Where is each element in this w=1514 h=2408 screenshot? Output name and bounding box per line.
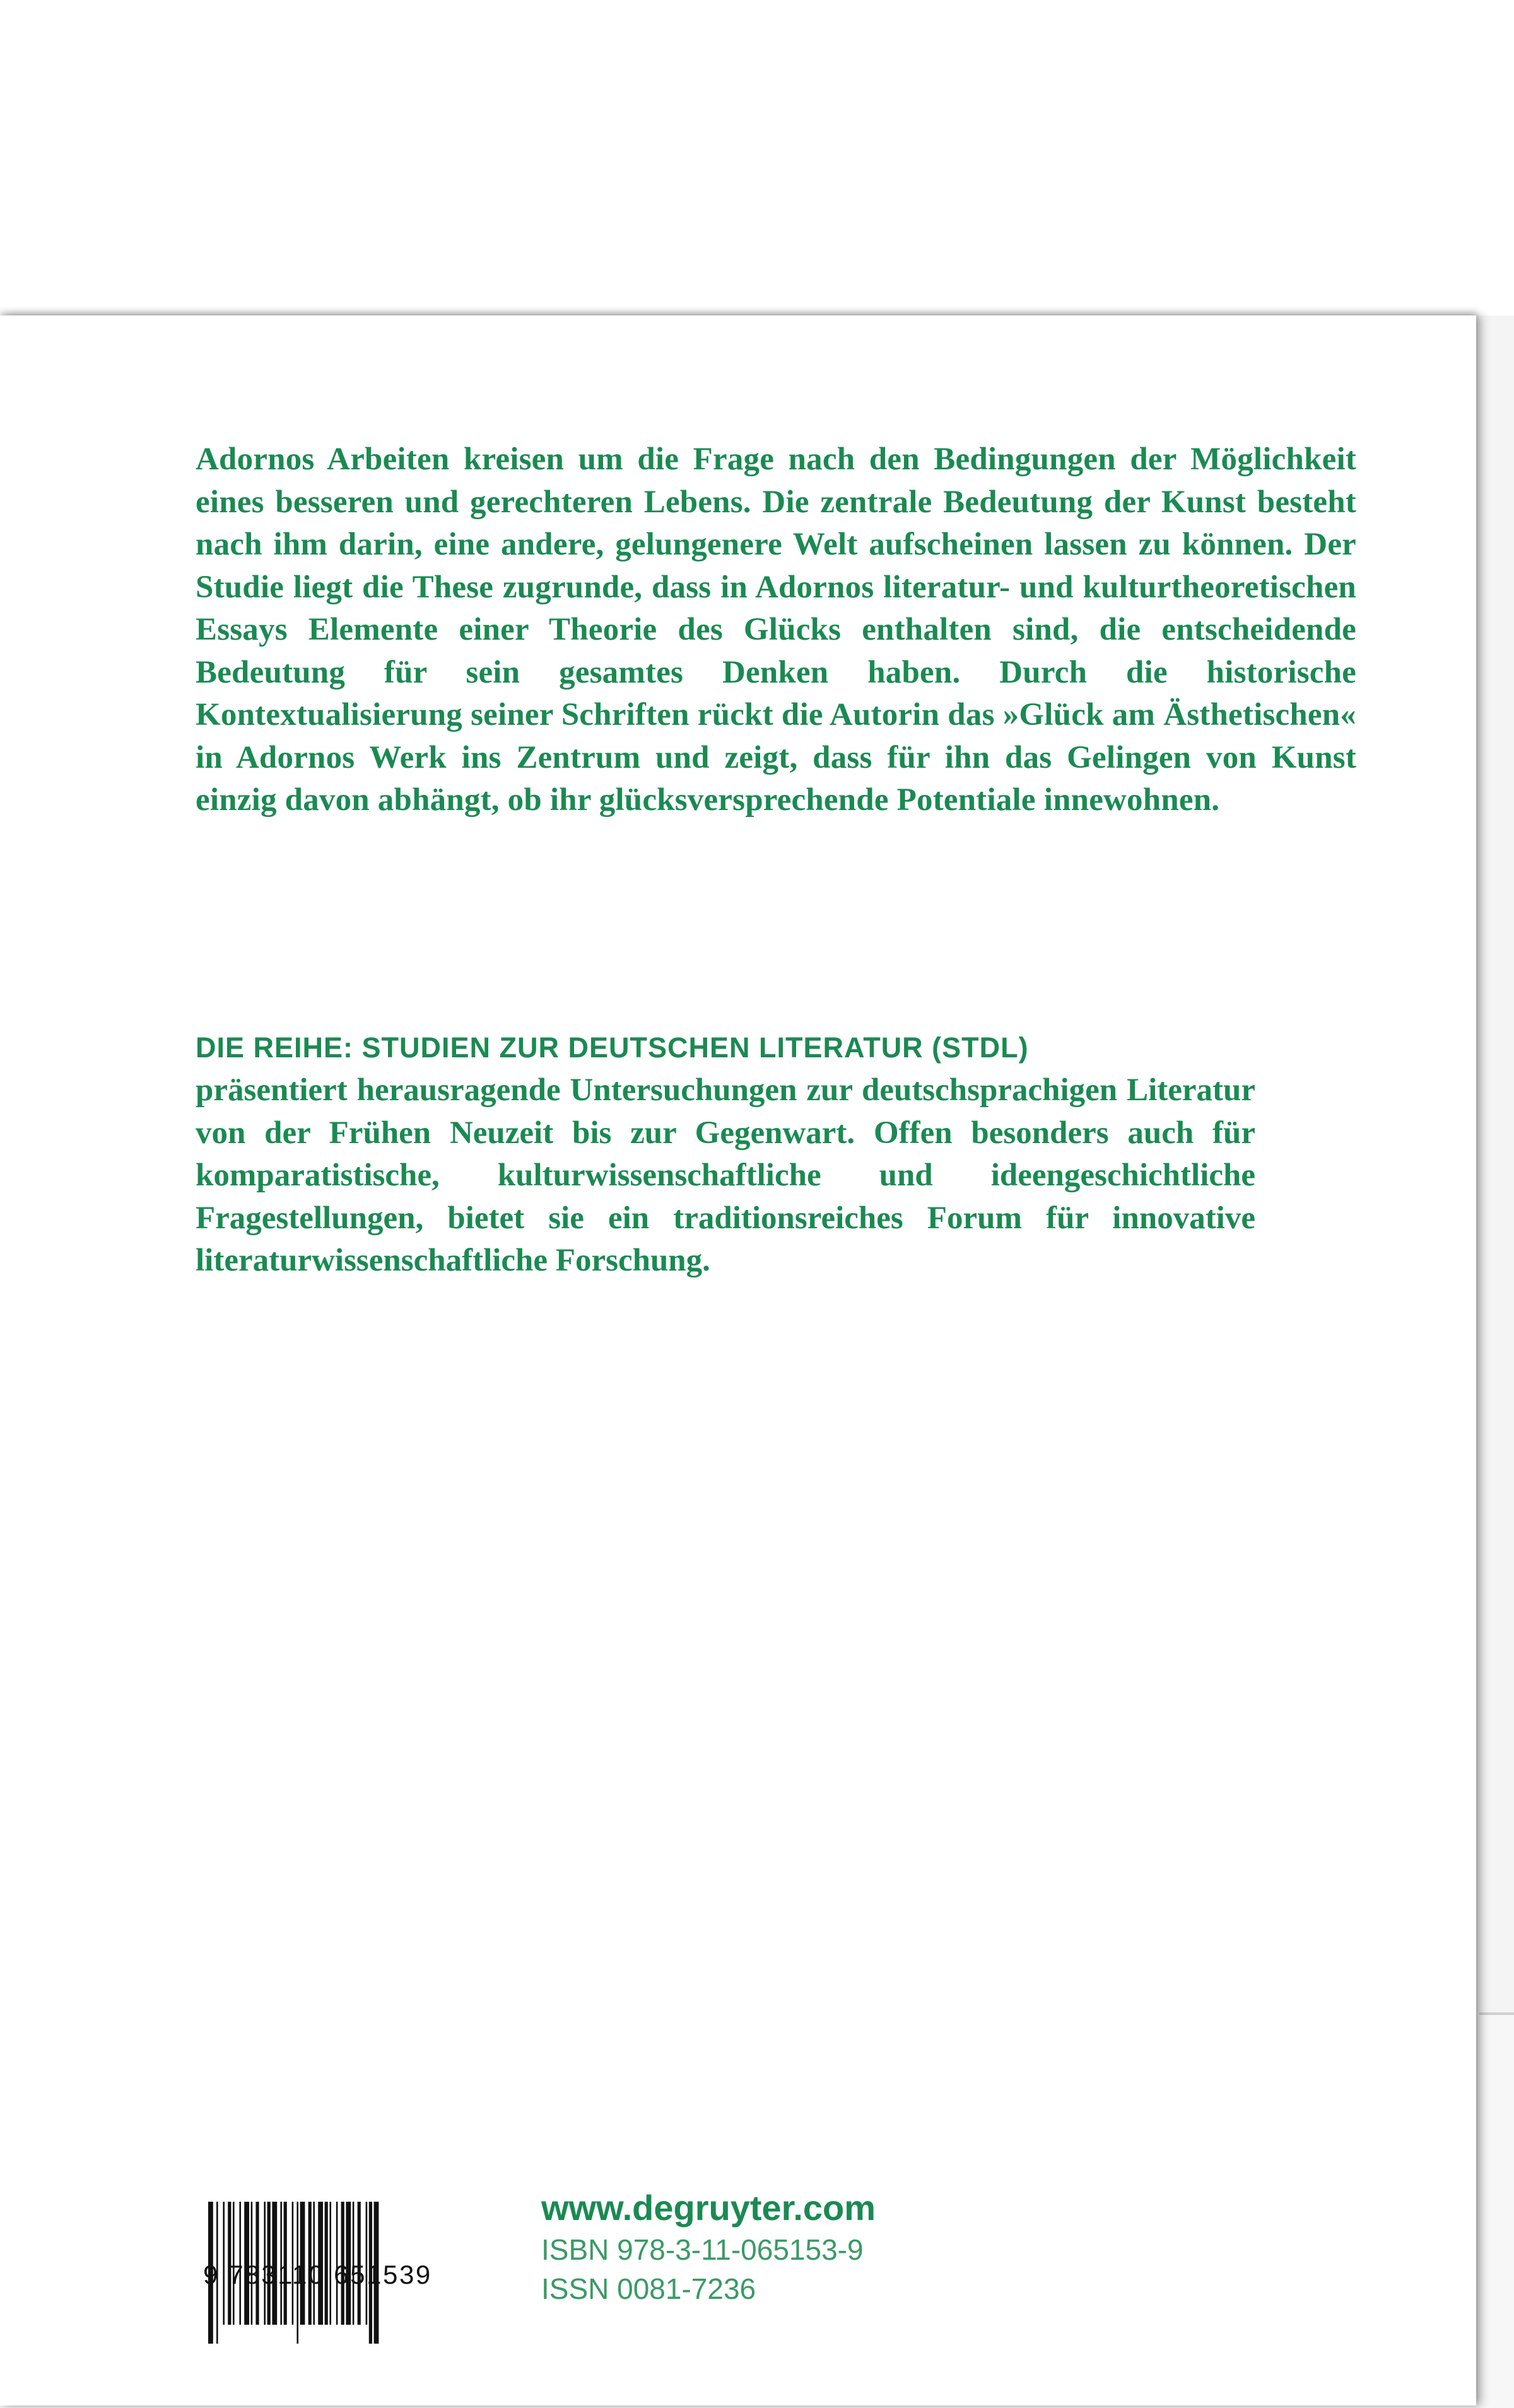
- adjacent-page-edge: [1479, 2012, 1514, 2408]
- series-heading: DIE REIHE: STUDIEN ZUR DEUTSCHEN LITERATUR (STDL): [196, 1031, 1029, 1064]
- series-description: präsentiert herausragende Untersuchungen zur deutschsprachigen Literatur von der Frühen Neuzeit bis zur Gegenwart. Offen besonders auch für komparatistische, kulturwissenschaftliche und ideengeschichtliche Fragestellungen, bietet sie ein traditionsreiches Forum für innovative literaturwissenschaftliche Forschung.: [196, 1072, 1255, 1278]
- book-back-cover: [0, 315, 1476, 2405]
- barcode-number: 9 783110 651539: [203, 2260, 432, 2289]
- publisher-info: [541, 2186, 876, 2308]
- page-top-margin: [0, 0, 1514, 315]
- publisher-website[interactable]: www.degruyter.com: [541, 2188, 876, 2228]
- isbn-number: ISBN 978-3-11-065153-9: [541, 2233, 864, 2266]
- issn-number: ISSN 0081-7236: [541, 2272, 756, 2305]
- book-blurb: Adornos Arbeiten kreisen um die Frage nach den Bedingungen der Möglichkeit eines besseren und gerechteren Lebens. Die zentrale Bedeutung der Kunst besteht nach ihm darin, eine andere, gelungenere Welt aufscheinen lassen zu können. Der Studie liegt die These zugrunde, dass in Adornos literatur- und kulturtheoretischen Essays Elemente einer Theorie des Glücks enthalten sind, die entscheidende Bedeutung für sein gesamtes Denken haben. Durch die historische Kontextualisierung seiner Schriften rückt die Autorin das »Glück am Ästhetischen« in Adornos Werk ins Zentrum und zeigt, dass für ihn das Gelingen von Kunst einzig davon abhängt, ob ihr glücksversprechende Potentiale innewohnen.: [196, 442, 1356, 818]
